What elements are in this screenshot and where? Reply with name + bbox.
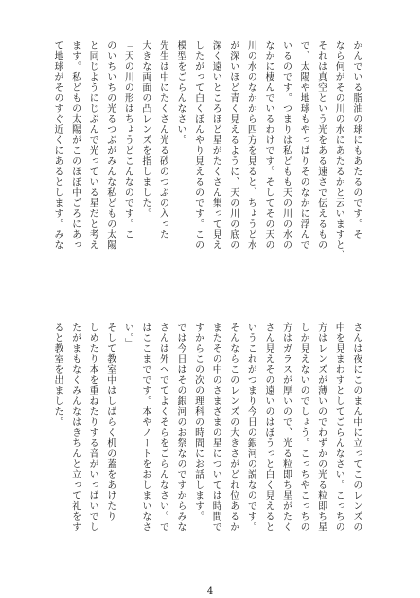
- text-column: のいちいちの光るつぶがみんな私どもの太陽: [104, 40, 116, 250]
- text-column: さん見えその遠いのはぼうっと白く見えると: [262, 322, 274, 532]
- text-column: 大きな両面の凸レンズを指しました。: [139, 40, 151, 219]
- text-column: 方はガラスが厚いので、光る粒即ち星がたく: [280, 322, 292, 532]
- text-column: かんでいる脂油の球にもあたるのです。そ: [350, 40, 362, 240]
- text-column: ると教室を出ました。: [52, 322, 63, 427]
- text-column: いるのです。つまりは私どもも天の川の水の: [280, 40, 292, 250]
- text-column: 方はレンズが薄いのでわずかの光る粒即ち星: [315, 322, 327, 532]
- text-column: またその中のさまざまの星については時間で: [210, 322, 222, 532]
- text-column: いうこれがつまり今日の銀河の説なのです。: [245, 322, 257, 532]
- text-column: ます。私どもの太陽がこのほぼ中ごろにあっ: [69, 40, 81, 250]
- text-column: 深く遠いところほど星がたくさん集って見え: [210, 40, 222, 250]
- page-number: 4: [206, 586, 214, 597]
- text-column: では今日はその銀河のお祭なのですからみな: [175, 322, 187, 532]
- text-column: なかに棲んでいるわけです。そしてその天の: [262, 40, 274, 250]
- text-column: それは真空という光をある速さで伝えるもの: [315, 40, 327, 250]
- text-column: い。」: [122, 322, 134, 349]
- text-column: 先生は中にたくさん光る砂のつぶの入った: [157, 40, 169, 240]
- text-column: すからこの次の理科の時間にお話します。: [192, 322, 204, 522]
- text-column: て地球がそのすぐ近くにあるとします。みな: [52, 40, 63, 250]
- text-column: はここまでです。本やノートをおしまいなさ: [139, 322, 151, 532]
- text-band-upper: [51, 40, 362, 267]
- text-column: 「天の川の形はちょうどこんなのです。こ: [122, 40, 134, 240]
- text-column: さんは夜にこのまん中に立ってこのレンズの: [350, 322, 362, 532]
- text-column: が深いほど青く見えるように、天の川の底の: [227, 40, 239, 250]
- text-column: 模型をごらんなさい。: [175, 40, 187, 145]
- text-column: しめたり本を重ねたりする音がいっぱいでし: [87, 322, 99, 532]
- text-column: 川の水のなかから四方を見ると、ちょうど水: [245, 40, 257, 250]
- text-column: たがまもなくみんなはきちんと立って礼をす: [69, 322, 81, 532]
- text-column: しか見えないのでしょう。こっちやこっちの: [298, 322, 310, 532]
- text-column: そんならこのレンズの大きさがどれ位あるか: [227, 322, 239, 532]
- text-column: したがって白くぼんやり見えるのです。この: [192, 40, 204, 250]
- text-band-lower: [51, 322, 362, 549]
- text-column: さんは外へでてよくそらをごらんなさい。で: [157, 322, 169, 532]
- text-column: 中を見まわすとしてごらんなさい。こっちの: [333, 322, 345, 532]
- text-column: そして教室中はしばらく机の蓋をあけたり: [104, 322, 116, 522]
- text-column: と同じようにじぶんで光っている星だと考え: [87, 40, 99, 250]
- text-column: なら何がその川の水にあたるかと云いますと、: [333, 40, 345, 261]
- text-column: で、太陽や地球もやっぱりそのなかに浮んで: [298, 40, 310, 250]
